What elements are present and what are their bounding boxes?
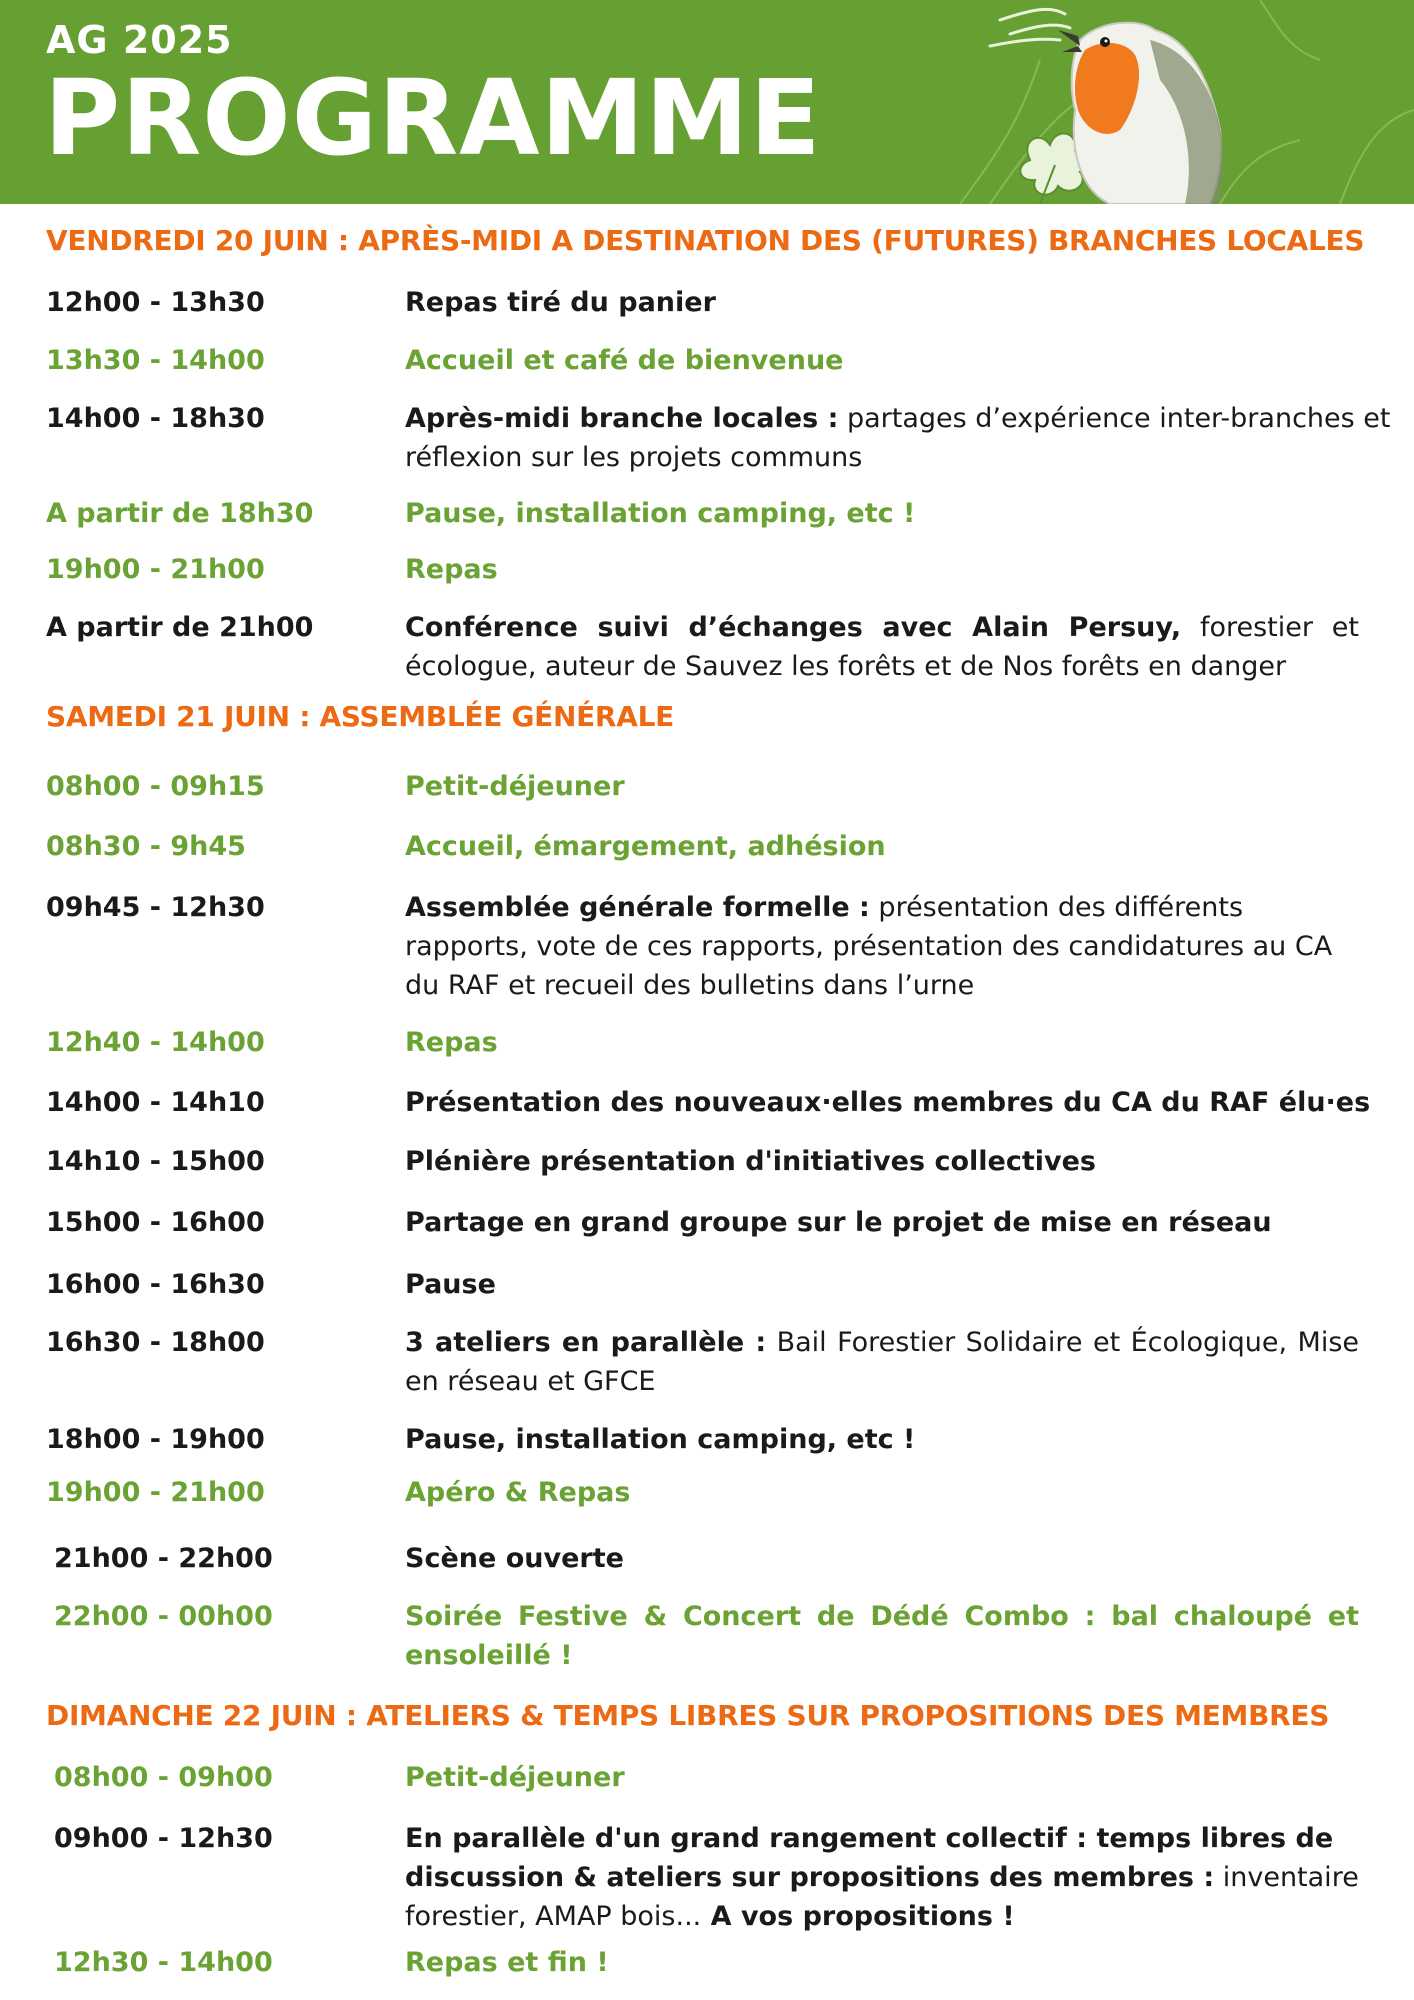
time-slot: 14h10 - 15h00 — [46, 1146, 265, 1177]
time-slot: 08h30 - 9h45 — [46, 831, 246, 862]
time-slot: 08h00 - 09h15 — [46, 771, 265, 802]
time-slot: 16h00 - 16h30 — [46, 1269, 265, 1300]
activity-title: Après-midi branche locales : — [405, 403, 839, 434]
time-slot: 08h00 - 09h00 — [54, 1762, 273, 1793]
time-slot: 21h00 - 22h00 — [54, 1543, 273, 1574]
header-banner — [0, 0, 1414, 204]
time-slot: 12h30 - 14h00 — [54, 1947, 273, 1978]
activity-title: Repas — [405, 554, 498, 585]
time-slot: 15h00 - 16h00 — [46, 1207, 265, 1238]
time-slot: 16h30 - 18h00 — [46, 1327, 265, 1358]
header-subtitle: AG 2025 — [46, 18, 233, 62]
time-slot: A partir de 21h00 — [46, 612, 314, 643]
activity-title: Repas et fin ! — [405, 1947, 609, 1978]
section-heading-saturday: SAMEDI 21 JUIN : ASSEMBLÉE GÉNÉRALE — [46, 700, 674, 733]
activity-title: Assemblée générale formelle : — [405, 892, 870, 923]
activity-title: 3 ateliers en parallèle : — [405, 1327, 767, 1358]
activity-detail: inventaire forestier, AMAP bois... — [405, 1862, 1359, 1932]
time-slot: 12h00 - 13h30 — [46, 287, 265, 318]
activity-title: Petit-déjeuner — [405, 771, 625, 802]
activity-title: Scène ouverte — [405, 1543, 624, 1574]
activity-title: Soirée Festive & Concert de Dédé Combo : bal chaloupé et ensoleillé ! — [405, 1601, 1359, 1671]
section-heading-friday: VENDREDI 20 JUIN : APRÈS-MIDI A DESTINATION DES (FUTURES) BRANCHES LOCALES — [46, 224, 1365, 257]
time-slot: 19h00 - 21h00 — [46, 1477, 265, 1508]
activity-detail: Bail Forestier Solidaire et Écologique, Mise en réseau et GFCE — [405, 1327, 1359, 1397]
time-slot: 09h00 - 12h30 — [54, 1823, 273, 1854]
activity-title: Petit-déjeuner — [405, 1762, 625, 1793]
section-heading-sunday: DIMANCHE 22 JUIN : ATELIERS & TEMPS LIBRES SUR PROPOSITIONS DES MEMBRES — [46, 1699, 1330, 1732]
activity-title: Partage en grand groupe sur le projet de mise en réseau — [405, 1207, 1272, 1238]
robin-bird-illustration — [960, 0, 1414, 204]
activity-title: Accueil et café de bienvenue — [405, 345, 844, 376]
activity-title: Accueil, émargement, adhésion — [405, 831, 886, 862]
time-slot: 09h45 - 12h30 — [46, 892, 265, 923]
activity-title: Pause, installation camping, etc ! — [405, 1424, 916, 1455]
time-slot: 14h00 - 18h30 — [46, 403, 265, 434]
time-slot: 12h40 - 14h00 — [46, 1027, 265, 1058]
activity-title: Pause — [405, 1269, 496, 1300]
activity-title: En parallèle d'un grand rangement collectif : temps libres de discussion & ateliers sur propositions des membres : — [405, 1823, 1334, 1893]
activity-detail: présentation des différents rapports, vote de ces rapports, présentation des candidatures au CA du RAF et recueil des bulletins dans l’urne — [405, 892, 1333, 1001]
activity-detail: partages d’expérience inter-branches et réflexion sur les projets communs — [405, 403, 1391, 473]
time-slot: 22h00 - 00h00 — [54, 1601, 273, 1632]
activity-title: Apéro & Repas — [405, 1477, 631, 1508]
time-slot: 19h00 - 21h00 — [46, 554, 265, 585]
page-title: PROGRAMME — [44, 57, 822, 179]
activity-title: Repas tiré du panier — [405, 287, 716, 318]
time-slot: 14h00 - 14h10 — [46, 1087, 265, 1118]
activity-title: Repas — [405, 1027, 498, 1058]
time-slot: 13h30 - 14h00 — [46, 345, 265, 376]
time-slot: 18h00 - 19h00 — [46, 1424, 265, 1455]
activity-title: Présentation des nouveaux·elles membres du CA du RAF élu·es — [405, 1087, 1371, 1118]
activity-title: Plénière présentation d'initiatives collectives — [405, 1146, 1096, 1177]
activity-title: Conférence suivi d’échanges avec Alain Persuy, — [405, 612, 1182, 643]
activity-detail: forestier et écologue, auteur de Sauvez les forêts et de Nos forêts en danger — [405, 612, 1359, 682]
time-slot: A partir de 18h30 — [46, 498, 314, 529]
activity-title: Pause, installation camping, etc ! — [405, 498, 916, 529]
activity-callout: A vos propositions ! — [701, 1901, 1015, 1932]
